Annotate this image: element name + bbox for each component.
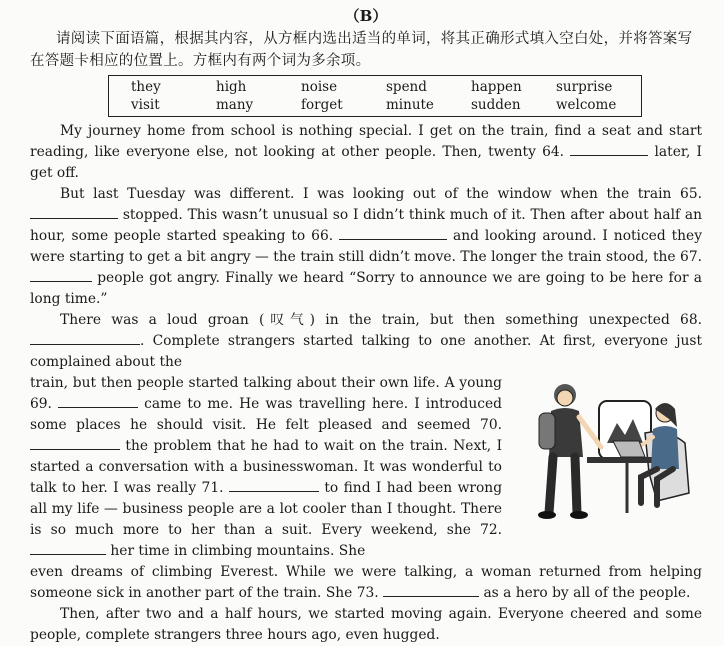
word-option: visit <box>131 97 160 113</box>
passage-text: 69. <box>30 396 52 412</box>
passage-text: places he should visit. He felt pleased and seemed 70. <box>76 417 502 433</box>
passage-text: even dreams of climbing Everest. While we were talking, a woman returned from helping someone sick in another part of the train. She 73. <box>30 564 702 601</box>
word-option: happen <box>471 79 522 95</box>
passage-text: problem that he had to wait on the train. Next, I started a conversation <box>30 438 503 475</box>
word-option: sudden <box>471 97 521 113</box>
passage-text: later, I get off. <box>30 144 703 181</box>
paragraph-3-top <box>30 310 702 373</box>
paragraph-3-wrapped <box>30 373 502 562</box>
illustrated-section <box>30 373 702 562</box>
passage-text: But last Tuesday was different. I was looking out of the window when the train 65. <box>60 186 702 202</box>
passage-text: 71. <box>201 480 224 496</box>
paragraph-2 <box>30 184 702 310</box>
passage <box>30 121 702 646</box>
answer-blank-69[interactable] <box>58 394 138 408</box>
passage-text: train, but then people started talking about their own life. A young <box>30 375 502 391</box>
answer-blank-66[interactable] <box>339 226 447 240</box>
passage-text: My journey home from school is nothing special. I get on the train, find a seat and start reading, like everyone else, not looking at other people. Then, twenty 64. <box>30 123 702 160</box>
paragraph-1 <box>30 121 702 184</box>
word-option: they <box>131 79 161 95</box>
answer-blank-65[interactable] <box>30 205 118 219</box>
paragraph-3-bottom <box>30 562 702 604</box>
passage-text: people got angry. Finally we heard “Sorry to announce we are going to be here for a long time.” <box>30 270 702 307</box>
passage-text: . Complete strangers started talking to one another. At first, everyone just complained about the <box>30 333 702 370</box>
wrapped-text-column <box>30 373 502 562</box>
passage-text: stopped. This wasn’t unusual so I didn’t think much of it. Then after about half an hour, some people started speaking to 66. <box>30 207 702 244</box>
passage-text: to find I had been wrong all my life — business people <box>30 480 503 517</box>
passage-text: There was a loud groan (叹气) in the train, but then something unexpected 68. <box>60 312 702 328</box>
answer-blank-68[interactable] <box>30 331 140 345</box>
word-option: minute <box>386 97 434 113</box>
word-option: many <box>216 97 254 113</box>
word-option: noise <box>301 79 338 95</box>
word-option: spend <box>386 79 427 95</box>
train-conversation-illustration <box>517 373 702 523</box>
word-box <box>108 75 642 117</box>
word-option: forget <box>301 97 343 113</box>
answer-blank-67[interactable] <box>30 268 92 282</box>
passage-text: Every weekend, she 72. <box>321 522 503 538</box>
instructions-text: 请阅读下面语篇，根据其内容，从方框内选出适当的单词，将其正确形式填入空白处，并将答案写在答题卡相应的位置上。方框内有两个词为多余项。 <box>30 31 693 69</box>
section-label: （B） <box>344 7 388 25</box>
paragraph-4 <box>30 604 702 646</box>
passage-text: Then, after two and a half hours, we started moving again. Everyone cheered and some people, complete strangers three hours ago, even hugged. <box>30 606 702 643</box>
answer-blank-70[interactable] <box>30 436 120 450</box>
answer-blank-73[interactable] <box>383 583 479 597</box>
answer-blank-72[interactable] <box>30 541 106 555</box>
passage-text: are a lot cooler than I thought. There is so much more to her than a suit. <box>30 501 502 538</box>
passage-text: came to me. He was travelling here. I introduced some <box>30 396 502 433</box>
passage-text: the <box>125 438 149 454</box>
passage-text: her time in climbing mountains. She <box>110 543 366 559</box>
passage-text: with a businesswoman. It was wonderful to talk to her. I was really <box>30 459 502 496</box>
word-option: welcome <box>556 97 617 113</box>
passage-text: as a hero by all of the people. <box>483 585 691 601</box>
passage-text: and looking around. I noticed they were starting to get a bit angry — the train still didn’t move. The longer the train stood, the 67. <box>30 228 703 265</box>
word-option: surprise <box>556 79 613 95</box>
answer-blank-64[interactable] <box>570 142 648 156</box>
word-option: high <box>216 79 247 95</box>
answer-blank-71[interactable] <box>229 478 319 492</box>
